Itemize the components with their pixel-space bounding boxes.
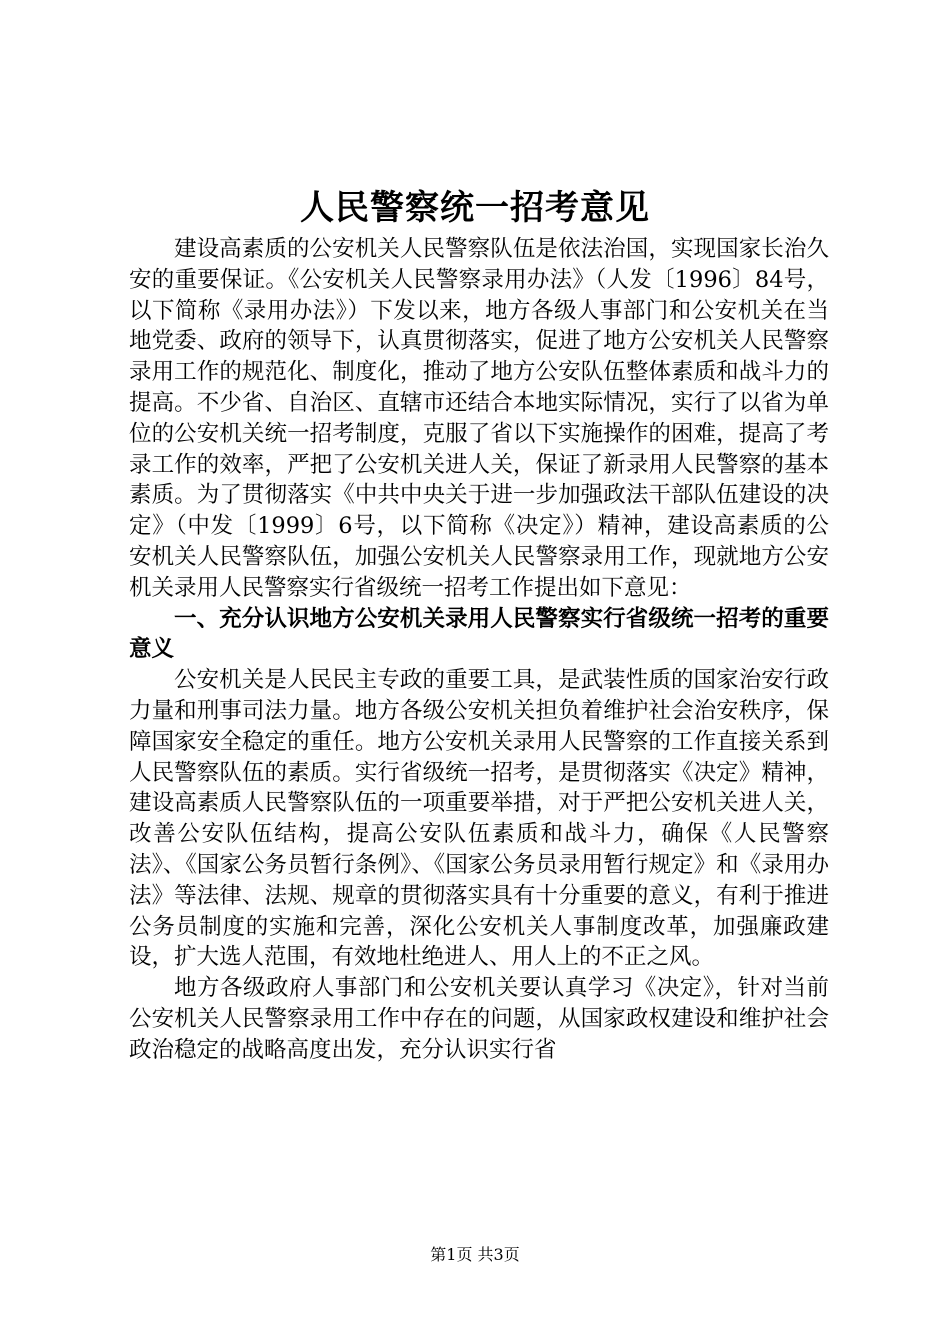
intro-paragraph: 建设高素质的公安机关人民警察队伍是依法治国，实现国家长治久安的重要保证。《公安机关人民警察录用办法》（人发〔1996〕84号，以下简称《录用办法》）下发以来，地方各级人事部门和公安机关在当地党委、政府的领导下，认真贯彻落实，促进了地方公安机关人民警察录用工作的规范化、制度化，推动了地方公安队伍整体素质和战斗力的提高。不少省、自治区、直辖市还结合本地实际情况，实行了以省为单位的公安机关统一招考制度，克服了省以下实施操作的困难，提高了考录工作的效率，严把了公安机关进人关，保证了新录用人民警察的基本素质。为了贯彻落实《中共中央关于进一步加强政法干部队伍建设的决定》（中发〔1999〕6号，以下简称《决定》）精神，建设高素质的公安机关人民警察队伍，加强公安机关人民警察录用工作，现就地方公安机关录用人民警察实行省级统一招考工作提出如下意见： xyxy=(129,236,829,601)
document-title: 人民警察统一招考意见 xyxy=(300,188,650,228)
section-1-paragraph-2: 地方各级政府人事部门和公安机关要认真学习《决定》，针对当前公安机关人民警察录用工作中存在的问题，从国家政权建设和维护社会政治稳定的战略高度出发，充分认识实行省 xyxy=(129,975,829,1063)
document-body xyxy=(129,234,829,1066)
page-number: 第1页 共3页 xyxy=(430,1245,520,1264)
section-heading-1: 一、充分认识地方公安机关录用人民警察实行省级统一招考的重要意义 xyxy=(129,605,829,663)
section-1-paragraph-1: 公安机关是人民民主专政的重要工具，是武装性质的国家治安行政力量和刑事司法力量。地方各级公安机关担负着维护社会治安秩序，保障国家安全稳定的重任。地方公安机关录用人民警察的工作直接关系到人民警察队伍的素质。实行省级统一招考，是贯彻落实《决定》精神，建设高素质人民警察队伍的一项重要举措，对于严把公安机关进人关，改善公安队伍结构，提高公安队伍素质和战斗力，确保《人民警察法》、《国家公务员暂行条例》、《国家公务员录用暂行规定》和《录用办法》等法律、法规、规章的贯彻落实具有十分重要的意义，有利于推进公务员制度的实施和完善，深化公安机关人事制度改革，加强廉政建设，扩大选人范围，有效地杜绝进人、用人上的不正之风。 xyxy=(129,667,829,971)
